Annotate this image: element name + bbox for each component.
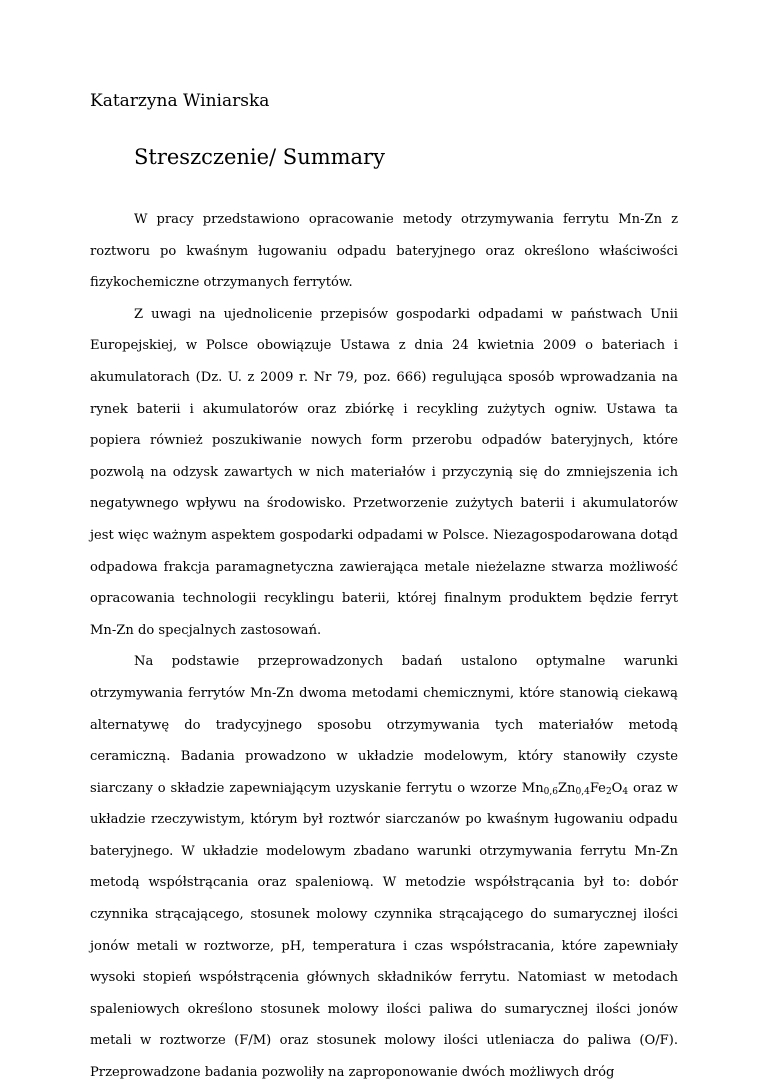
formula-o: O: [611, 780, 623, 796]
formula-subscript-o: 4: [622, 786, 629, 797]
summary-body: [90, 204, 678, 1089]
page-title: Streszczenie/ Summary: [134, 145, 385, 169]
paragraph-3-text-a: Na podstawie przeprowadzonych badań ustalono optymalne warunki otrzymywania ferrytów Mn-Zn dwoma metodami chemicznymi, które stanowią ciekawą alternatywę do tradycyjnego sposobu otrzymywania tych materiałów metodą ceramiczną. Badania prowadzono w układzie modelowym, który stanowiły czyste siarczany o składzie zapewniającym uzyskanie ferrytu o wzorze Mn: [90, 654, 678, 796]
formula-fe: Fe: [589, 780, 606, 796]
paragraph-3: [90, 646, 678, 1088]
formula-subscript-zn: 0,4: [575, 786, 590, 797]
formula-subscript-mn: 0,6: [543, 786, 558, 797]
paragraph-3-text-b: oraz w układzie rzeczywistym, którym był roztwór siarczanów po kwaśnym ługowaniu odpadu bateryjnego. W układzie modelowym zbadano warunki otrzymywania ferrytu Mn-Zn metodą współstrącania oraz spaleniową. W metodzie współstrącania był to: dobór czynnika strącającego, stosunek molowy czynnika strącającego do sumarycznej ilości jonów metali w roztworze, pH, temperatura i czas współstracania, które zapewniały wysoki stopień współstrącenia głównych składników ferrytu. Natomiast w metodach spaleniowych określono stosunek molowy ilości paliwa do sumarycznej ilości jonów metali w roztworze (F/M) oraz stosunek molowy ilości utleniacza do paliwa (O/F). Przeprowadzone badania pozwoliły na zaproponowanie dwóch możliwych dróg: [90, 780, 678, 1081]
formula-subscript-fe: 2: [605, 786, 612, 797]
paragraph-1: W pracy przedstawiono opracowanie metody otrzymywania ferrytu Mn-Zn z roztworu po kwaśnym ługowaniu odpadu bateryjnego oraz określono właściwości fizykochemiczne otrzymanych ferrytów.: [90, 212, 678, 291]
formula-zn: Zn: [557, 780, 576, 796]
paragraph-2: Z uwagi na ujednolicenie przepisów gospodarki odpadami w państwach Unii Europejskiej, w Polsce obowiązuje Ustawa z dnia 24 kwietnia 2009 o bateriach i akumulatorach (Dz. U. z 2009 r. Nr 79, poz. 666) regulująca sposób wprowadzania na rynek baterii i akumulatorów oraz zbiórkę i recykling zużytych ogniw. Ustawa ta popiera również poszukiwanie nowych form przerobu odpadów bateryjnych, które pozwolą na odzysk zawartych w nich materiałów i przyczynią się do zmniejszenia ich negatywnego wpływu na środowisko. Przetworzenie zużytych baterii i akumulatorów jest więc ważnym aspektem gospodarki odpadami w Polsce. Niezagospodarowana dotąd odpadowa frakcja paramagnetyczna zawierająca metale nieżelazne stwarza możliwość opracowania technologii recyklingu baterii, której finalnym produktem będzie ferryt Mn-Zn do specjalnych zastosowań.: [90, 306, 678, 638]
author-name: Katarzyna Winiarska: [90, 91, 270, 111]
